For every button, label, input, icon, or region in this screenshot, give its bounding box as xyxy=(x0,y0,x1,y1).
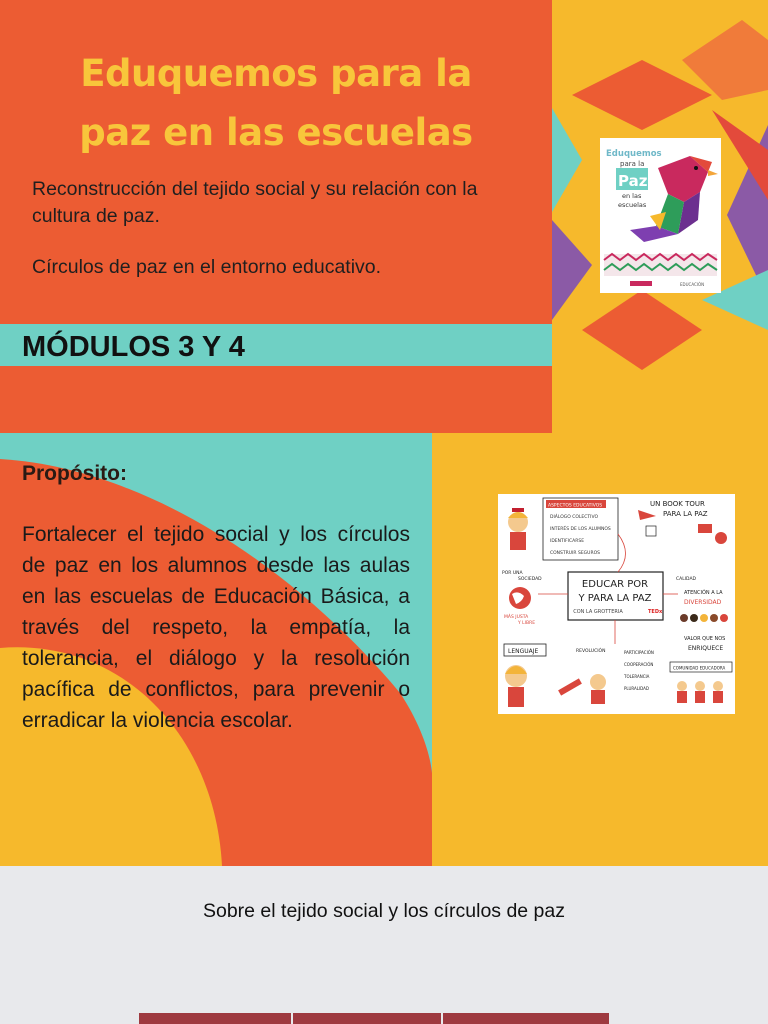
infographic-top-left-item-1: DIÁLOGO COLECTIVO xyxy=(550,515,599,520)
poster-line-3: Paz xyxy=(618,172,648,190)
infographic-bottom-right: COMUNIDAD EDUCADORA xyxy=(673,665,726,671)
paragraph-circulos-paz: Círculos de paz en el entorno educativo. xyxy=(32,256,382,278)
slide-1-title xyxy=(0,44,552,162)
infographic-bottom-left: LENGUAJE xyxy=(508,648,539,655)
table-header-cell xyxy=(139,1013,291,1024)
infographic-top-left-item-4: CONSTRUIR SEGUROS xyxy=(550,551,600,556)
slide-1 xyxy=(0,0,768,433)
educar-por-la-paz-infographic xyxy=(498,494,735,714)
infographic-bottom-list-1: PARTICIPACIÓN xyxy=(624,650,654,655)
purpose-heading: Propósito: xyxy=(22,462,127,485)
ted-logo-text: TEDx xyxy=(648,609,663,615)
title-line-2: paz en las escuelas xyxy=(79,111,473,154)
table-header-cell xyxy=(443,1013,609,1024)
infographic-left-mid-line-3: MÁS JUSTA xyxy=(504,615,529,620)
poster-footer: EDUCACIÓN xyxy=(680,282,705,287)
poster-line-5: escuelas xyxy=(618,201,647,209)
poster-line-4: en las xyxy=(622,192,642,200)
poster-line-2: para la xyxy=(620,160,645,168)
poster-line-1: Eduquemos xyxy=(606,149,662,159)
infographic-center-line-2: Y PARA LA PAZ xyxy=(578,593,652,604)
infographic-right-mid-top: CALIDAD xyxy=(676,577,696,582)
infographic-right-mid-line-1: ATENCIÓN A LA xyxy=(684,590,723,596)
infographic-right-mid-line-4: ENRIQUECE xyxy=(688,645,724,652)
infographic-right-mid-line-3: VALOR QUE NOS xyxy=(684,636,726,642)
infographic-bottom-list-3: TOLERANCIA xyxy=(624,674,650,679)
modules-label: MÓDULOS 3 Y 4 xyxy=(22,331,245,363)
infographic-top-left-title: ASPECTOS EDUCATIVOS xyxy=(548,503,603,509)
title-line-1: Eduquemos para la xyxy=(80,52,472,95)
infographic-center-line-1: EDUCAR POR xyxy=(581,579,649,590)
book-cover-image xyxy=(600,138,721,293)
infographic-top-left-item-3: IDENTIFICARSE xyxy=(550,539,585,544)
infographic-left-mid-line-1: POR UNA xyxy=(502,571,523,576)
slide-2 xyxy=(0,433,768,866)
purpose-text: Fortalecer el tejido social y los círculos de paz en los alumnos desde las aulas en las escuelas de Educación Básica, a través del respeto, la empatía, la tolerancia, el diálogo y la resolución pacífica de conflictos, para prevenir o erradicar la violencia escolar. xyxy=(22,523,410,732)
table-header-cell xyxy=(293,1013,441,1024)
infographic-left-mid-line-2: SOCIEDAD xyxy=(518,577,542,582)
infographic-bottom-mid: REVOLUCIÓN xyxy=(576,649,606,654)
infographic-right-mid-line-2: DIVERSIDAD xyxy=(684,599,722,606)
infographic-left-mid-line-4: Y LIBRE xyxy=(518,621,536,626)
slide-3-title: Sobre el tejido social y los círculos de paz xyxy=(202,900,566,922)
paragraph-tejido-social: Reconstrucción del tejido social y su relación con la cultura de paz. xyxy=(32,178,478,227)
infographic-top-right-line-1: UN BOOK TOUR xyxy=(650,500,705,508)
infographic-center-line-3: CON LA GROTTERIA xyxy=(573,609,623,615)
infographic-top-left-item-2: INTERÉS DE LOS ALUMNOS xyxy=(550,527,611,532)
slide-1-body xyxy=(32,176,532,305)
slide-3 xyxy=(0,866,768,1024)
infographic-bottom-list-4: PLURALIDAD xyxy=(624,686,649,691)
infographic-bottom-list-2: COOPERACIÓN xyxy=(624,662,654,667)
infographic-top-right-line-2: PARA LA PAZ xyxy=(663,510,708,518)
